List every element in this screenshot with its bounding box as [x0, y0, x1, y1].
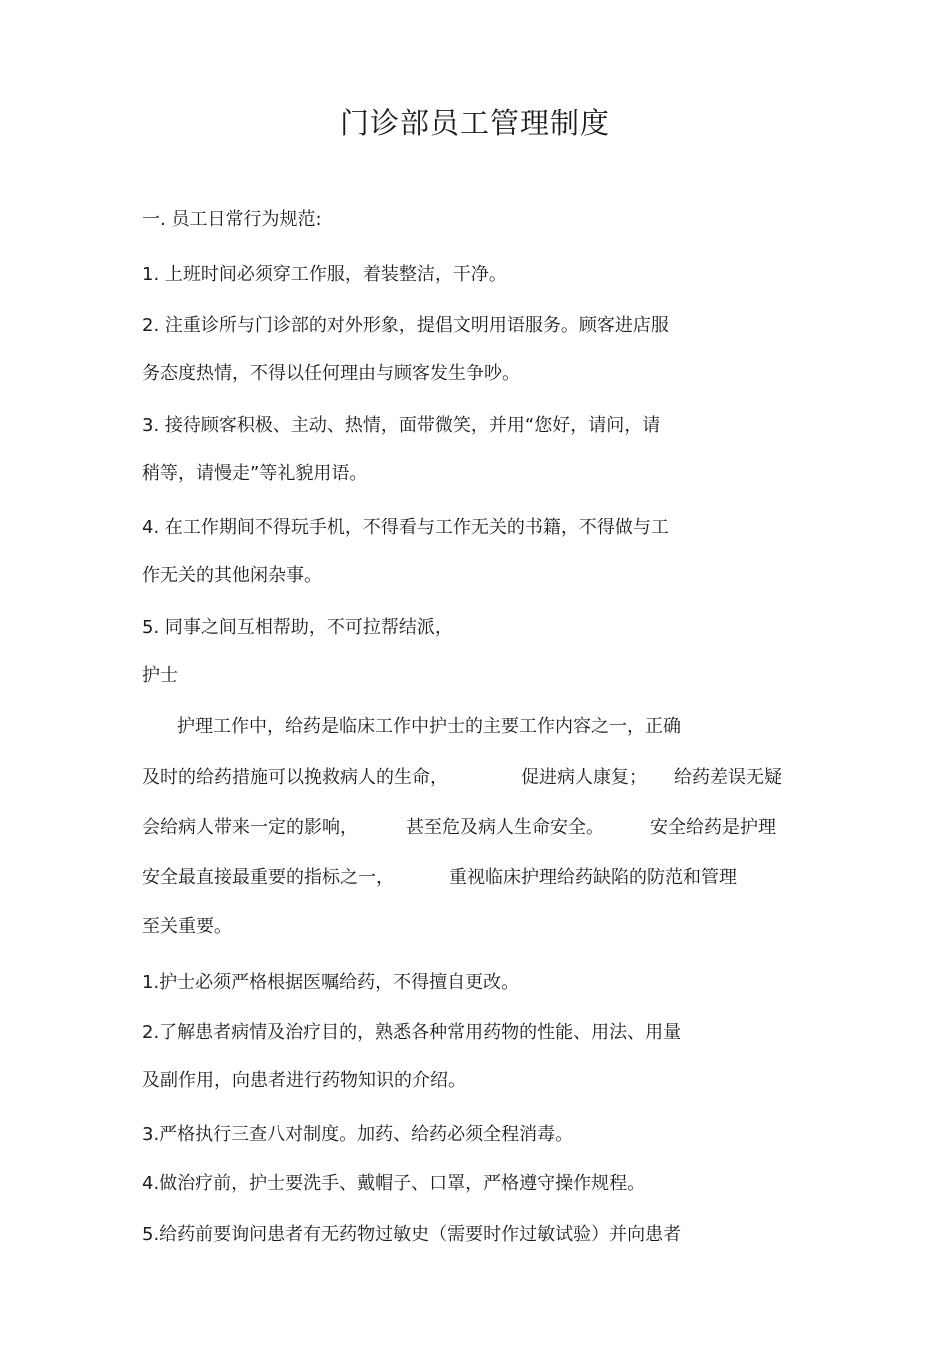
nurse-intro-line-4-part-b: 重视临床护理给药缺陷的防范和管理: [449, 867, 737, 888]
rule-5: 5. 同事之间互相帮助，不可拉帮结派，: [142, 617, 453, 638]
nurse-intro-line-2-part-b: 促进病人康复；: [521, 767, 647, 788]
nurse-intro-line-1: 护理工作中，给药是临床工作中护士的主要工作内容之一，正确: [177, 716, 681, 737]
nurse-rule-2-line-2: 及副作用，向患者进行药物知识的介绍。: [142, 1070, 466, 1091]
nurse-rule-2-line-1: 2.了解患者病情及治疗目的，熟悉各种常用药物的性能、用法、用量: [142, 1022, 682, 1043]
nurse-intro-line-2-part-a: 及时的给药措施可以挽救病人的生命，: [142, 767, 448, 788]
rule-4-line-2: 作无关的其他闲杂事。: [142, 565, 322, 586]
nurse-intro-line-5: 至关重要。: [142, 916, 232, 937]
document-title: 门诊部员工管理制度: [339, 106, 610, 140]
nurse-heading: 护士: [142, 665, 178, 686]
rule-2-line-1: 2. 注重诊所与门诊部的对外形象，提倡文明用语服务。顾客进店服: [142, 315, 669, 336]
nurse-rule-4: 4.做治疗前，护士要洗手、戴帽子、口罩，严格遵守操作规程。: [142, 1173, 646, 1194]
rule-3-line-2: 稍等，请慢走”等礼貌用语。: [142, 463, 368, 484]
section-heading-staff-conduct: 一. 员工日常行为规范:: [142, 209, 322, 230]
rule-1: 1. 上班时间必须穿工作服，着装整洁，干净。: [142, 264, 507, 285]
nurse-intro-line-3-part-a: 会给病人带来一定的影响，: [142, 817, 358, 838]
nurse-rule-3: 3.严格执行三查八对制度。加药、给药必须全程消毒。: [142, 1124, 574, 1145]
nurse-intro-line-3-part-b: 甚至危及病人生命安全。: [406, 817, 604, 838]
nurse-intro-line-2-part-c: 给药差误无疑: [674, 767, 782, 788]
nurse-rule-1: 1.护士必须严格根据医嘱给药，不得擅自更改。: [142, 972, 520, 993]
nurse-rule-5: 5.给药前要询问患者有无药物过敏史（需要时作过敏试验）并向患者: [142, 1224, 682, 1245]
rule-3-line-1: 3. 接待顾客积极、主动、热情，面带微笑，并用“您好，请问，请: [142, 415, 661, 436]
nurse-intro-line-3-part-c: 安全给药是护理: [650, 817, 776, 838]
rule-4-line-1: 4. 在工作期间不得玩手机，不得看与工作无关的书籍，不得做与工: [142, 517, 669, 538]
nurse-intro-line-2: [142, 765, 448, 791]
rule-2-line-2: 务态度热情，不得以任何理由与顾客发生争吵。: [142, 363, 520, 384]
nurse-intro-line-4-part-a: 安全最直接最重要的指标之一，: [142, 867, 394, 888]
